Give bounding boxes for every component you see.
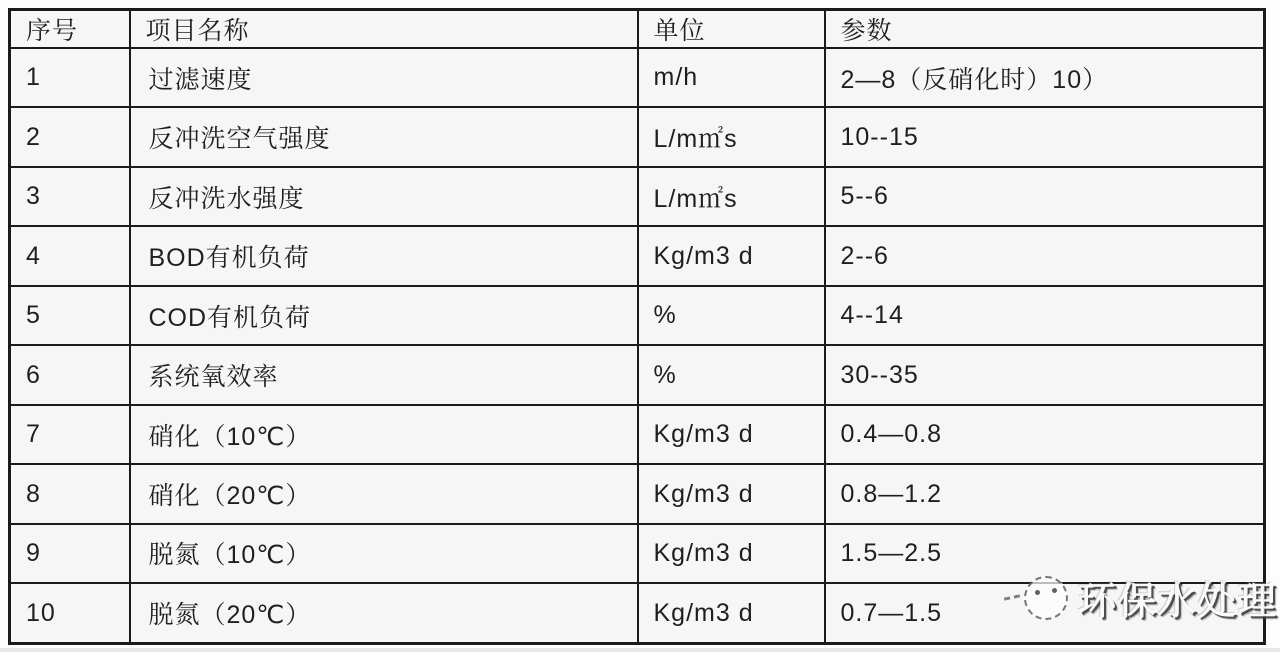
table-row (10, 107, 1265, 166)
table-row (10, 345, 1265, 404)
cell-index: 3 (10, 167, 130, 226)
page-bottom-strip (0, 648, 1280, 652)
cell-item-name: 脱氮（20℃） (130, 583, 638, 643)
cell-unit: Kg/m3 d (638, 226, 825, 285)
cell-parameter: 2—8（反硝化时）10） (825, 48, 1265, 107)
column-header: 序号 (10, 10, 130, 49)
cell-unit: % (638, 286, 825, 345)
cell-index: 9 (10, 524, 130, 583)
header-row (10, 10, 1265, 49)
cell-unit: m/h (638, 48, 825, 107)
cell-unit: Kg/m3 d (638, 583, 825, 643)
parameters-table (8, 8, 1266, 645)
table-row (10, 464, 1265, 523)
cell-parameter: 1.5—2.5 (825, 524, 1265, 583)
cell-parameter: 30--35 (825, 345, 1265, 404)
cell-parameter: 0.7—1.5 (825, 583, 1265, 643)
cell-item-name: 过滤速度 (130, 48, 638, 107)
cell-item-name: 反冲洗空气强度 (130, 107, 638, 166)
cell-unit: L/m㎡s (638, 107, 825, 166)
cell-item-name: 脱氮（10℃） (130, 524, 638, 583)
cell-index: 4 (10, 226, 130, 285)
cell-unit: Kg/m3 d (638, 464, 825, 523)
cell-parameter: 4--14 (825, 286, 1265, 345)
table-body (10, 48, 1265, 644)
column-header: 单位 (638, 10, 825, 49)
watermark-text: 环保水处理 (1078, 581, 1279, 623)
cell-index: 6 (10, 345, 130, 404)
cell-parameter: 5--6 (825, 167, 1265, 226)
cell-unit: % (638, 345, 825, 404)
cell-unit: L/m㎡s (638, 167, 825, 226)
cell-index: 7 (10, 405, 130, 464)
column-header: 参数 (825, 10, 1265, 49)
table-row (10, 524, 1265, 583)
cell-index: 2 (10, 107, 130, 166)
cell-item-name: 反冲洗水强度 (130, 167, 638, 226)
table-row (10, 405, 1265, 464)
cell-item-name: 硝化（20℃） (130, 464, 638, 523)
cell-parameter: 0.4—0.8 (825, 405, 1265, 464)
cell-item-name: COD有机负荷 (130, 286, 638, 345)
cell-index: 5 (10, 286, 130, 345)
cell-parameter: 0.8—1.2 (825, 464, 1265, 523)
cell-item-name: 硝化（10℃） (130, 405, 638, 464)
table-row (10, 286, 1265, 345)
cell-index: 8 (10, 464, 130, 523)
table-row (10, 226, 1265, 285)
cell-item-name: BOD有机负荷 (130, 226, 638, 285)
cell-parameter: 10--15 (825, 107, 1265, 166)
cell-index: 10 (10, 583, 130, 643)
cell-parameter: 2--6 (825, 226, 1265, 285)
cell-unit: Kg/m3 d (638, 524, 825, 583)
column-header: 项目名称 (130, 10, 638, 49)
cell-index: 1 (10, 48, 130, 107)
cell-unit: Kg/m3 d (638, 405, 825, 464)
table-row (10, 583, 1265, 643)
table-row (10, 167, 1265, 226)
cell-item-name: 系统氧效率 (130, 345, 638, 404)
table-row (10, 48, 1265, 107)
